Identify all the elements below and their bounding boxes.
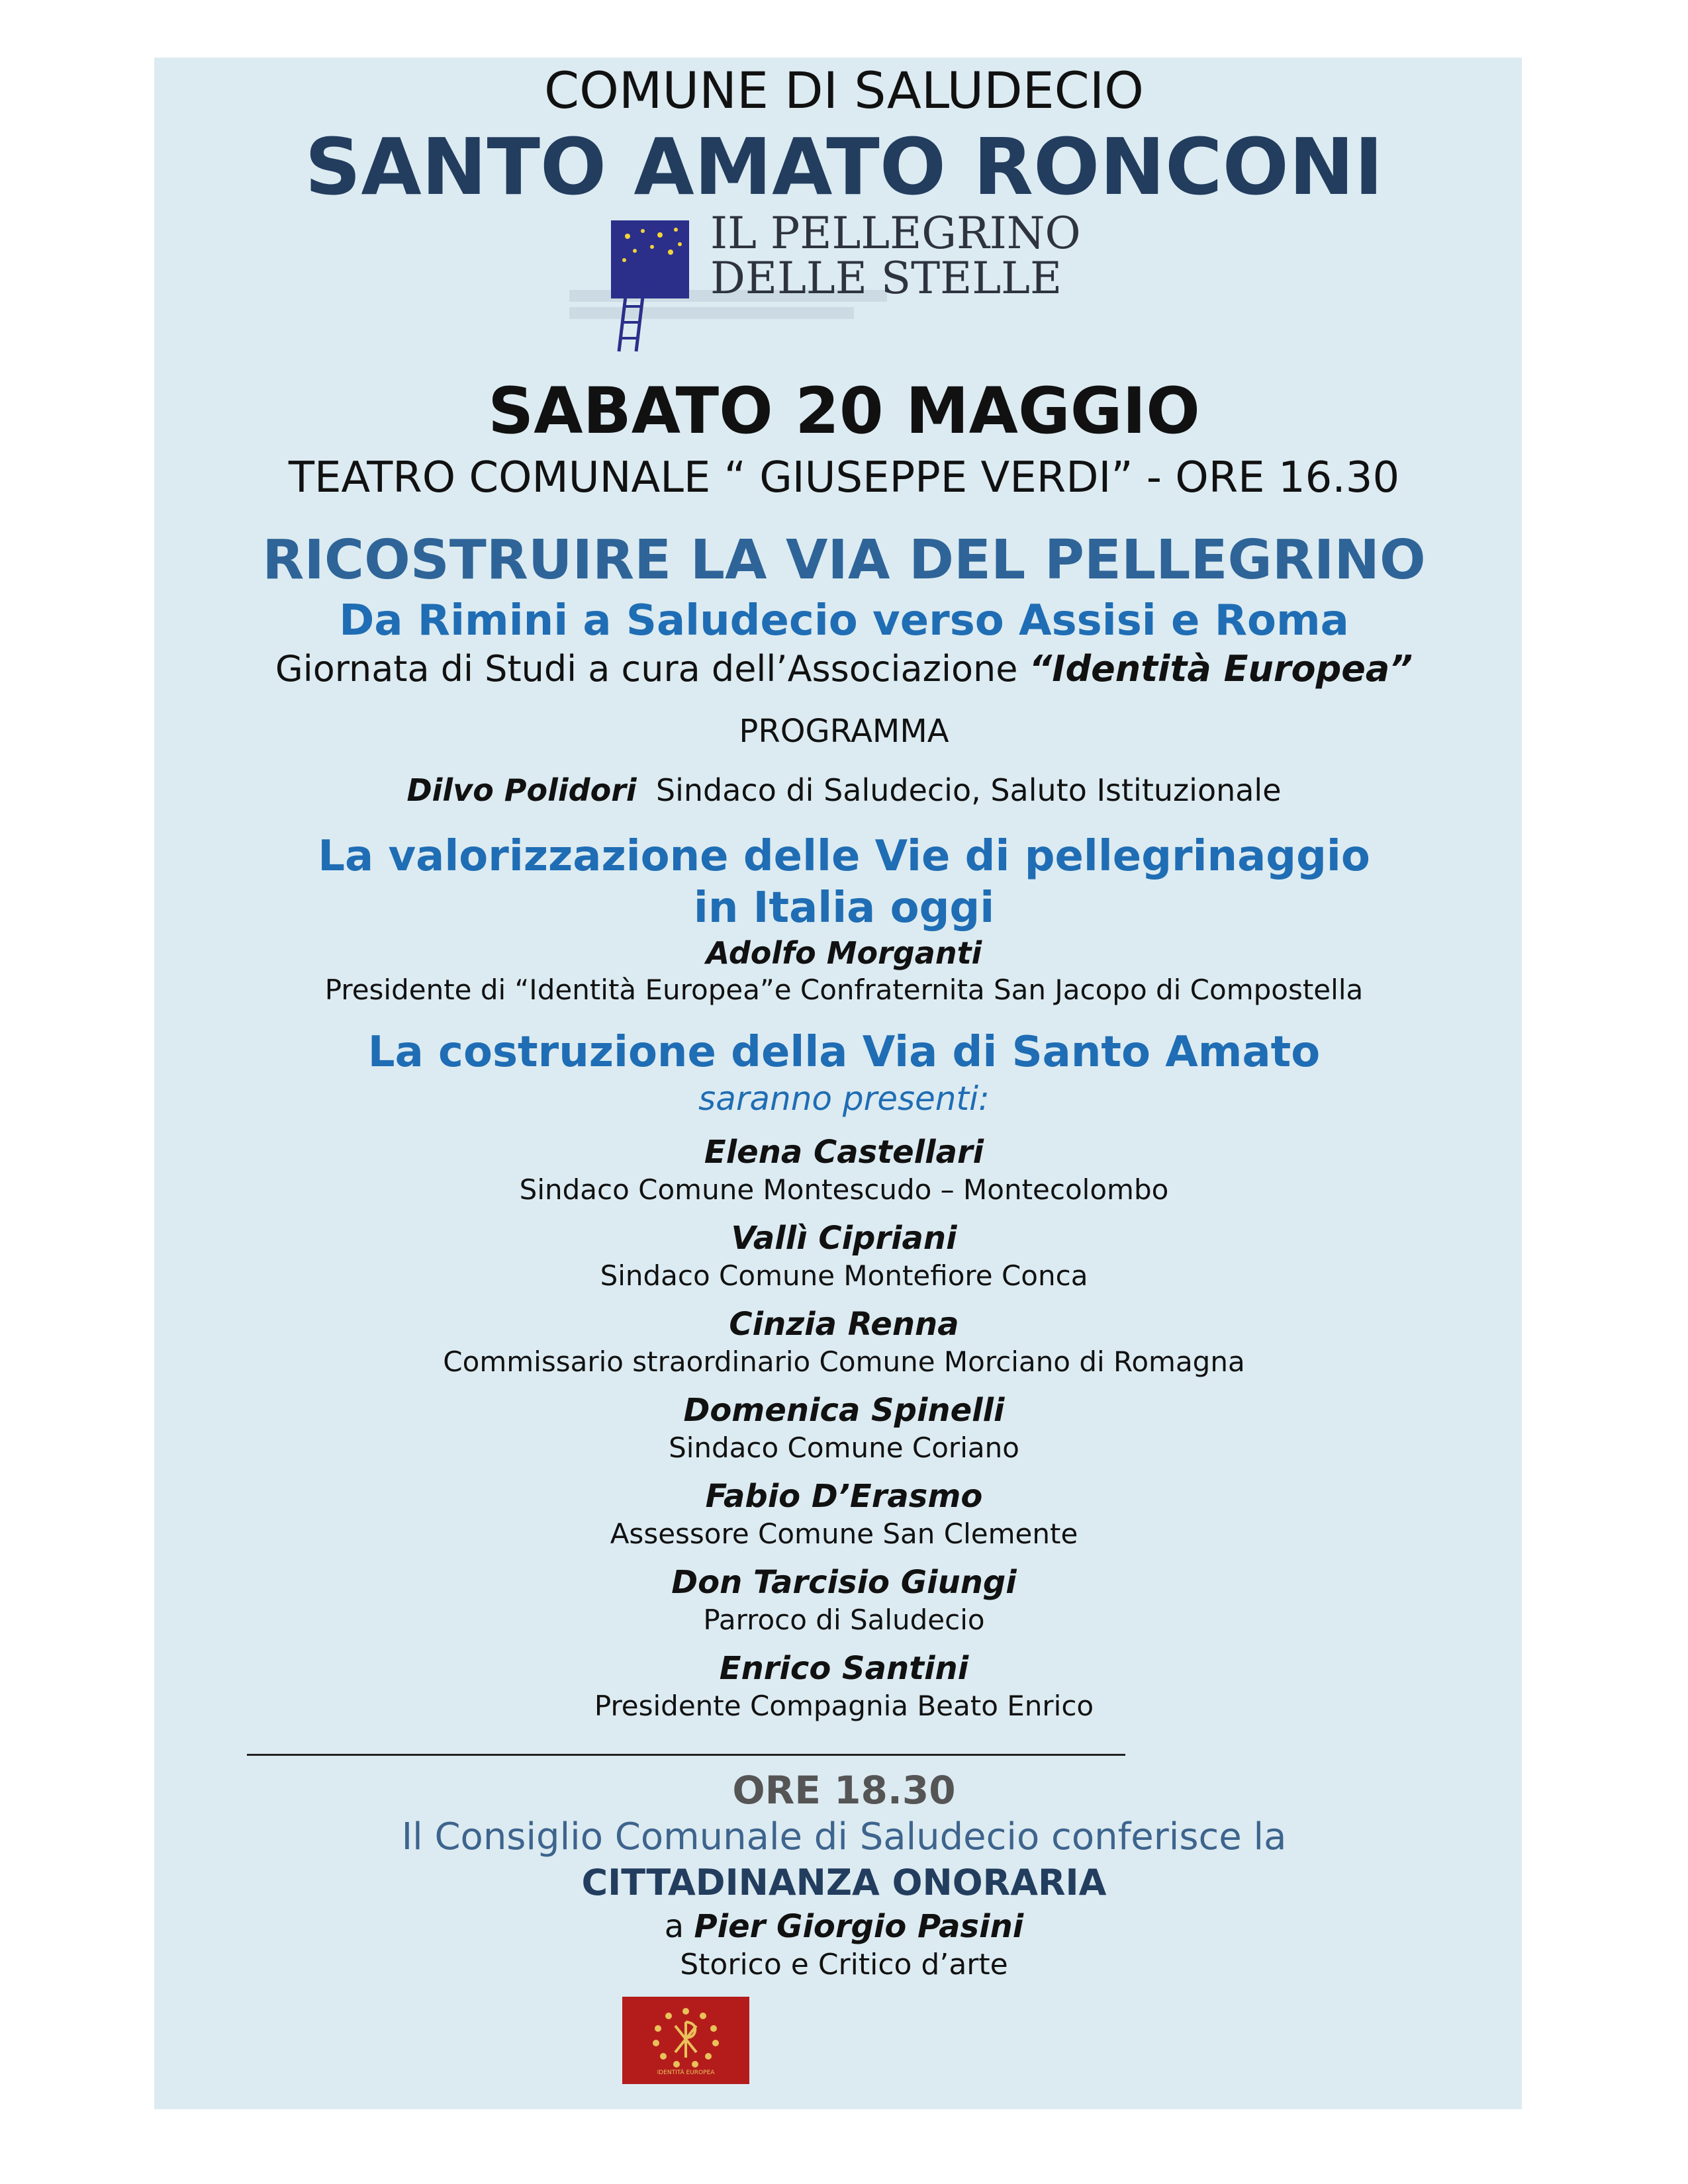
participant-name: Domenica Spinelli	[683, 1392, 1005, 1429]
poster-title: SANTO AMATO RONCONI	[305, 121, 1383, 212]
talk1-title-line1: La valorizzazione delle Vie di pellegrinaggio	[318, 832, 1370, 881]
participant-name: Cinzia Renna	[729, 1306, 959, 1343]
participant-role: Assessore Comune San Clemente	[610, 1518, 1078, 1550]
ceremony-time: ORE 18.30	[732, 1768, 956, 1813]
opening-line	[0, 773, 1688, 808]
participant-role: Commissario straordinario Comune Morciano di Romagna	[443, 1345, 1245, 1378]
logo-square	[611, 220, 694, 353]
talk1-title-line2: in Italia oggi	[693, 884, 995, 933]
recipient-prefix: a	[664, 1908, 684, 1945]
recipient-role: Storico e Critico d’arte	[680, 1948, 1008, 1981]
organizer-prefix: Giornata di Studi a cura dell’Associazione	[275, 648, 1018, 690]
organizer-line	[0, 649, 1688, 690]
talk1-speaker: Adolfo Morganti	[706, 935, 982, 971]
opening-speaker: Dilvo Polidori	[406, 772, 637, 808]
participant-name: Vallì Cipriani	[731, 1220, 957, 1257]
logo-text-line1: IL PELLEGRINO	[710, 208, 1081, 259]
section-divider	[247, 1754, 1125, 1756]
participant-name: Fabio D’Erasmo	[705, 1478, 983, 1515]
emblem-text: IDENTITÀ EUROPEA	[657, 2070, 715, 2076]
event-venue: TEATRO COMUNALE “ GIUSEPPE VERDI” - ORE 16.30	[288, 453, 1400, 502]
recipient-line	[0, 1909, 1688, 1945]
participant-name: Elena Castellari	[704, 1134, 984, 1171]
municipality-heading: COMUNE DI SALUDECIO	[544, 61, 1144, 120]
organizer-name: “Identità Europea”	[1029, 648, 1413, 690]
ceremony-award: CITTADINANZA ONORARIA	[581, 1862, 1107, 1903]
participant-name: Don Tarcisio Giungi	[671, 1564, 1017, 1601]
participant-name: Enrico Santini	[719, 1650, 969, 1687]
identita-europea-emblem	[622, 1997, 749, 2084]
logo-text-line2: DELLE STELLE	[710, 253, 1062, 304]
participant-role: Sindaco Comune Coriano	[669, 1432, 1019, 1464]
recipient-name: Pier Giorgio Pasini	[694, 1908, 1024, 1945]
event-date: SABATO 20 MAGGIO	[488, 374, 1200, 448]
talk2-intro: saranno presenti:	[698, 1079, 990, 1118]
talk1-speaker-role: Presidente di “Identità Europea”e Confraternita San Jacopo di Compostella	[324, 974, 1364, 1006]
ceremony-line: Il Consiglio Comunale di Saludecio conferisce la	[401, 1815, 1287, 1858]
theme-subtitle: Da Rimini a Saludecio verso Assisi e Roma	[339, 596, 1349, 645]
participant-role: Parroco di Saludecio	[703, 1604, 985, 1636]
programme-heading: PROGRAMMA	[739, 713, 949, 750]
participant-role: Sindaco Comune Montescudo – Montecolombo	[519, 1173, 1169, 1206]
opening-role: Sindaco di Saludecio, Saluto Istituzionale	[655, 772, 1282, 808]
theme-title: RICOSTRUIRE LA VIA DEL PELLEGRINO	[262, 529, 1426, 592]
participant-role: Sindaco Comune Montefiore Conca	[600, 1259, 1088, 1292]
participant-role: Presidente Compagnia Beato Enrico	[594, 1690, 1094, 1722]
talk2-title: La costruzione della Via di Santo Amato	[367, 1028, 1321, 1077]
